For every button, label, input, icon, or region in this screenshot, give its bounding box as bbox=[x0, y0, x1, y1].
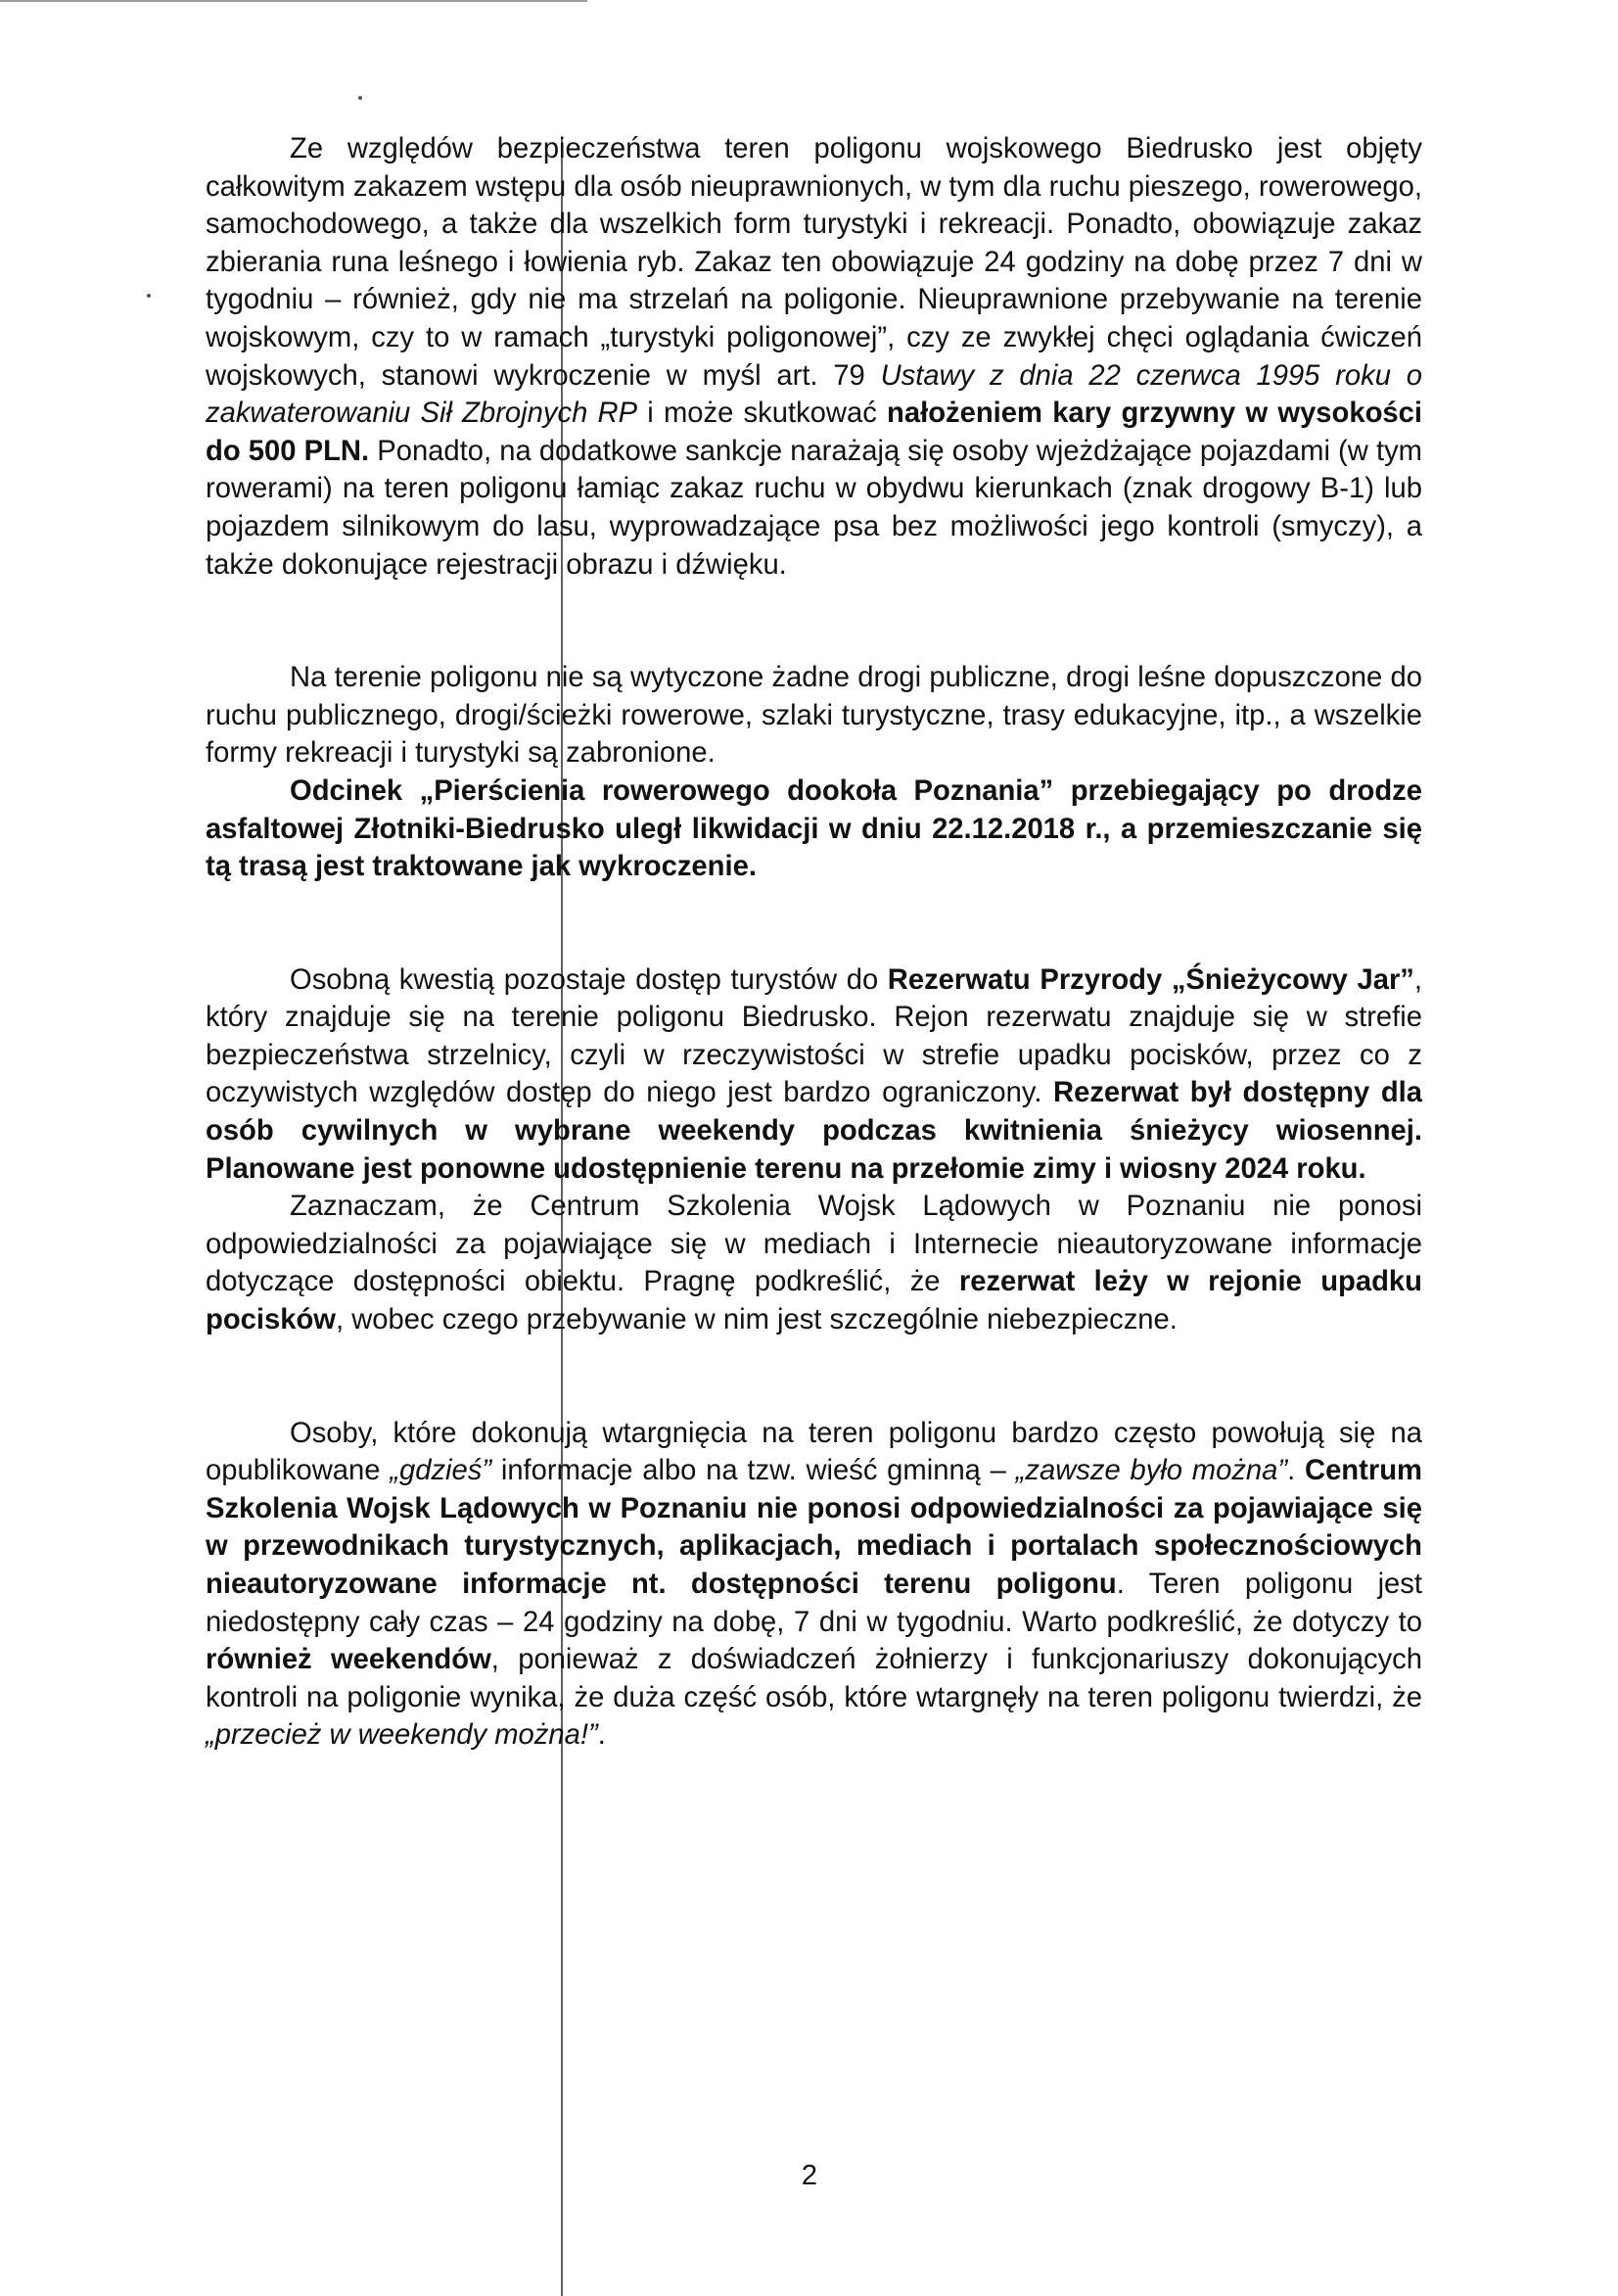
scan-speck bbox=[147, 294, 151, 298]
scan-speck bbox=[358, 96, 362, 100]
page-number: 2 bbox=[801, 2160, 818, 2191]
document-body bbox=[206, 130, 1422, 1755]
paragraph-restricted-zone: Ze względów bezpieczeństwa teren poligonu wojskowego Biedrusko jest objęty całkowitym zakazem wstępu dla osób nieuprawnionych, w tym dla ruchu pieszego, rowerowego, samochodowego, a także dla wszelkich form turystyki i rekreacji. Ponadto, obowiązuje zakaz zbierania runa leśnego i łowienia ryb. Zakaz ten obowiązuje 24 godziny na dobę przez 7 dni w tygodniu – również, gdy nie ma strzelań na poligonie. Nieuprawnione przebywanie na terenie wojskowym, czy to w ramach „turystyki poligonowej”, czy ze zwykłej chęci oglądania ćwiczeń wojskowych, stanowi wykroczenie w myśl art. 79 Ustawy z dnia 22 czerwca 1995 roku o zakwaterowaniu Sił Zbrojnych RP i może skutkować nałożeniem kary grzywny w wysokości do 500 PLN. Ponadto, na dodatkowe sankcje narażają się osoby wjeżdżające pojazdami (w tym rowerami) na teren poligonu łamiąc zakaz ruchu w obydwu kierunkach (znak drogowy B-1) lub pojazdem silnikowym do lasu, wyprowadzające psa bez możliwości jego kontroli (smyczy), a także dokonujące rejestracji obrazu i dźwięku. bbox=[206, 133, 1422, 581]
paragraph-no-public-roads: Na terenie poligonu nie są wytyczone żadne drogi publiczne, drogi leśne dopuszczone do ruchu publicznego, drogi/ścieżki rowerowe, szlaki turystyczne, trasy edukacyjne, itp., a wszelkie formy rekreacji i turystyki są zabronione. bbox=[206, 662, 1422, 770]
paragraph-liability: Zaznaczam, że Centrum Szkolenia Wojsk Lądowych w Poznaniu nie ponosi odpowiedzialności za pojawiające się w mediach i Internecie nieautoryzowane informacje dotyczące dostępności obiektu. Pragnę podkreślić, że rezerwat leży w rejonie upadku pocisków, wobec czego przebywanie w nim jest szczególnie niebezpieczne. bbox=[206, 1191, 1422, 1336]
paragraph-trespassers: Osoby, które dokonują wtargnięcia na teren poligonu bardzo często powołują się na opublikowane „gdzieś” informacje albo na tzw. wieść gminną – „zawsze było można”. Centrum Szkolenia Wojsk Lądowych w Poznaniu nie ponosi odpowiedzialności za pojawiające się w przewodnikach turystycznych, aplikacjach, mediach i portalach społecznościowych nieautoryzowane informacje nt. dostępności terenu poligonu. Teren poligonu jest niedostępny cały czas – 24 godziny na dobę, 7 dni w tygodniu. Warto podkreślić, że dotyczy to również weekendów, ponieważ z doświadczeń żołnierzy i funkcjonariuszy dokonujących kontroli na poligonie wynika, że duża część osób, które wtargnęły na teren poligonu twierdzi, że „przecież w weekendy można!”. bbox=[206, 1417, 1422, 1752]
scan-top-edge bbox=[0, 0, 587, 2]
paragraph-bike-ring-closed: Odcinek „Pierścienia rowerowego dookoła Poznania” przebiegający po drodze asfaltowej Złotniki-Biedrusko uległ likwidacji w dniu 22.12.2018 r., a przemieszczanie się tą trasą jest traktowane jak wykroczenie. bbox=[206, 774, 1422, 883]
paragraph-nature-reserve: Osobną kwestią pozostaje dostęp turystów do Rezerwatu Przyrody „Śnieżycowy Jar”, który znajduje się na terenie poligonu Biedrusko. Rejon rezerwatu znajduje się w strefie bezpieczeństwa strzelnicy, czyli w rzeczywistości w strefie upadku pocisków, przez co z oczywistych względów dostęp do niego jest bardzo ograniczony. Rezerwat był dostępny dla osób cywilnych w wybrane weekendy podczas kwitnienia śnieżycy wiosennej. Planowane jest ponowne udostępnienie terenu na przełomie zimy i wiosny 2024 roku. bbox=[206, 963, 1423, 1185]
